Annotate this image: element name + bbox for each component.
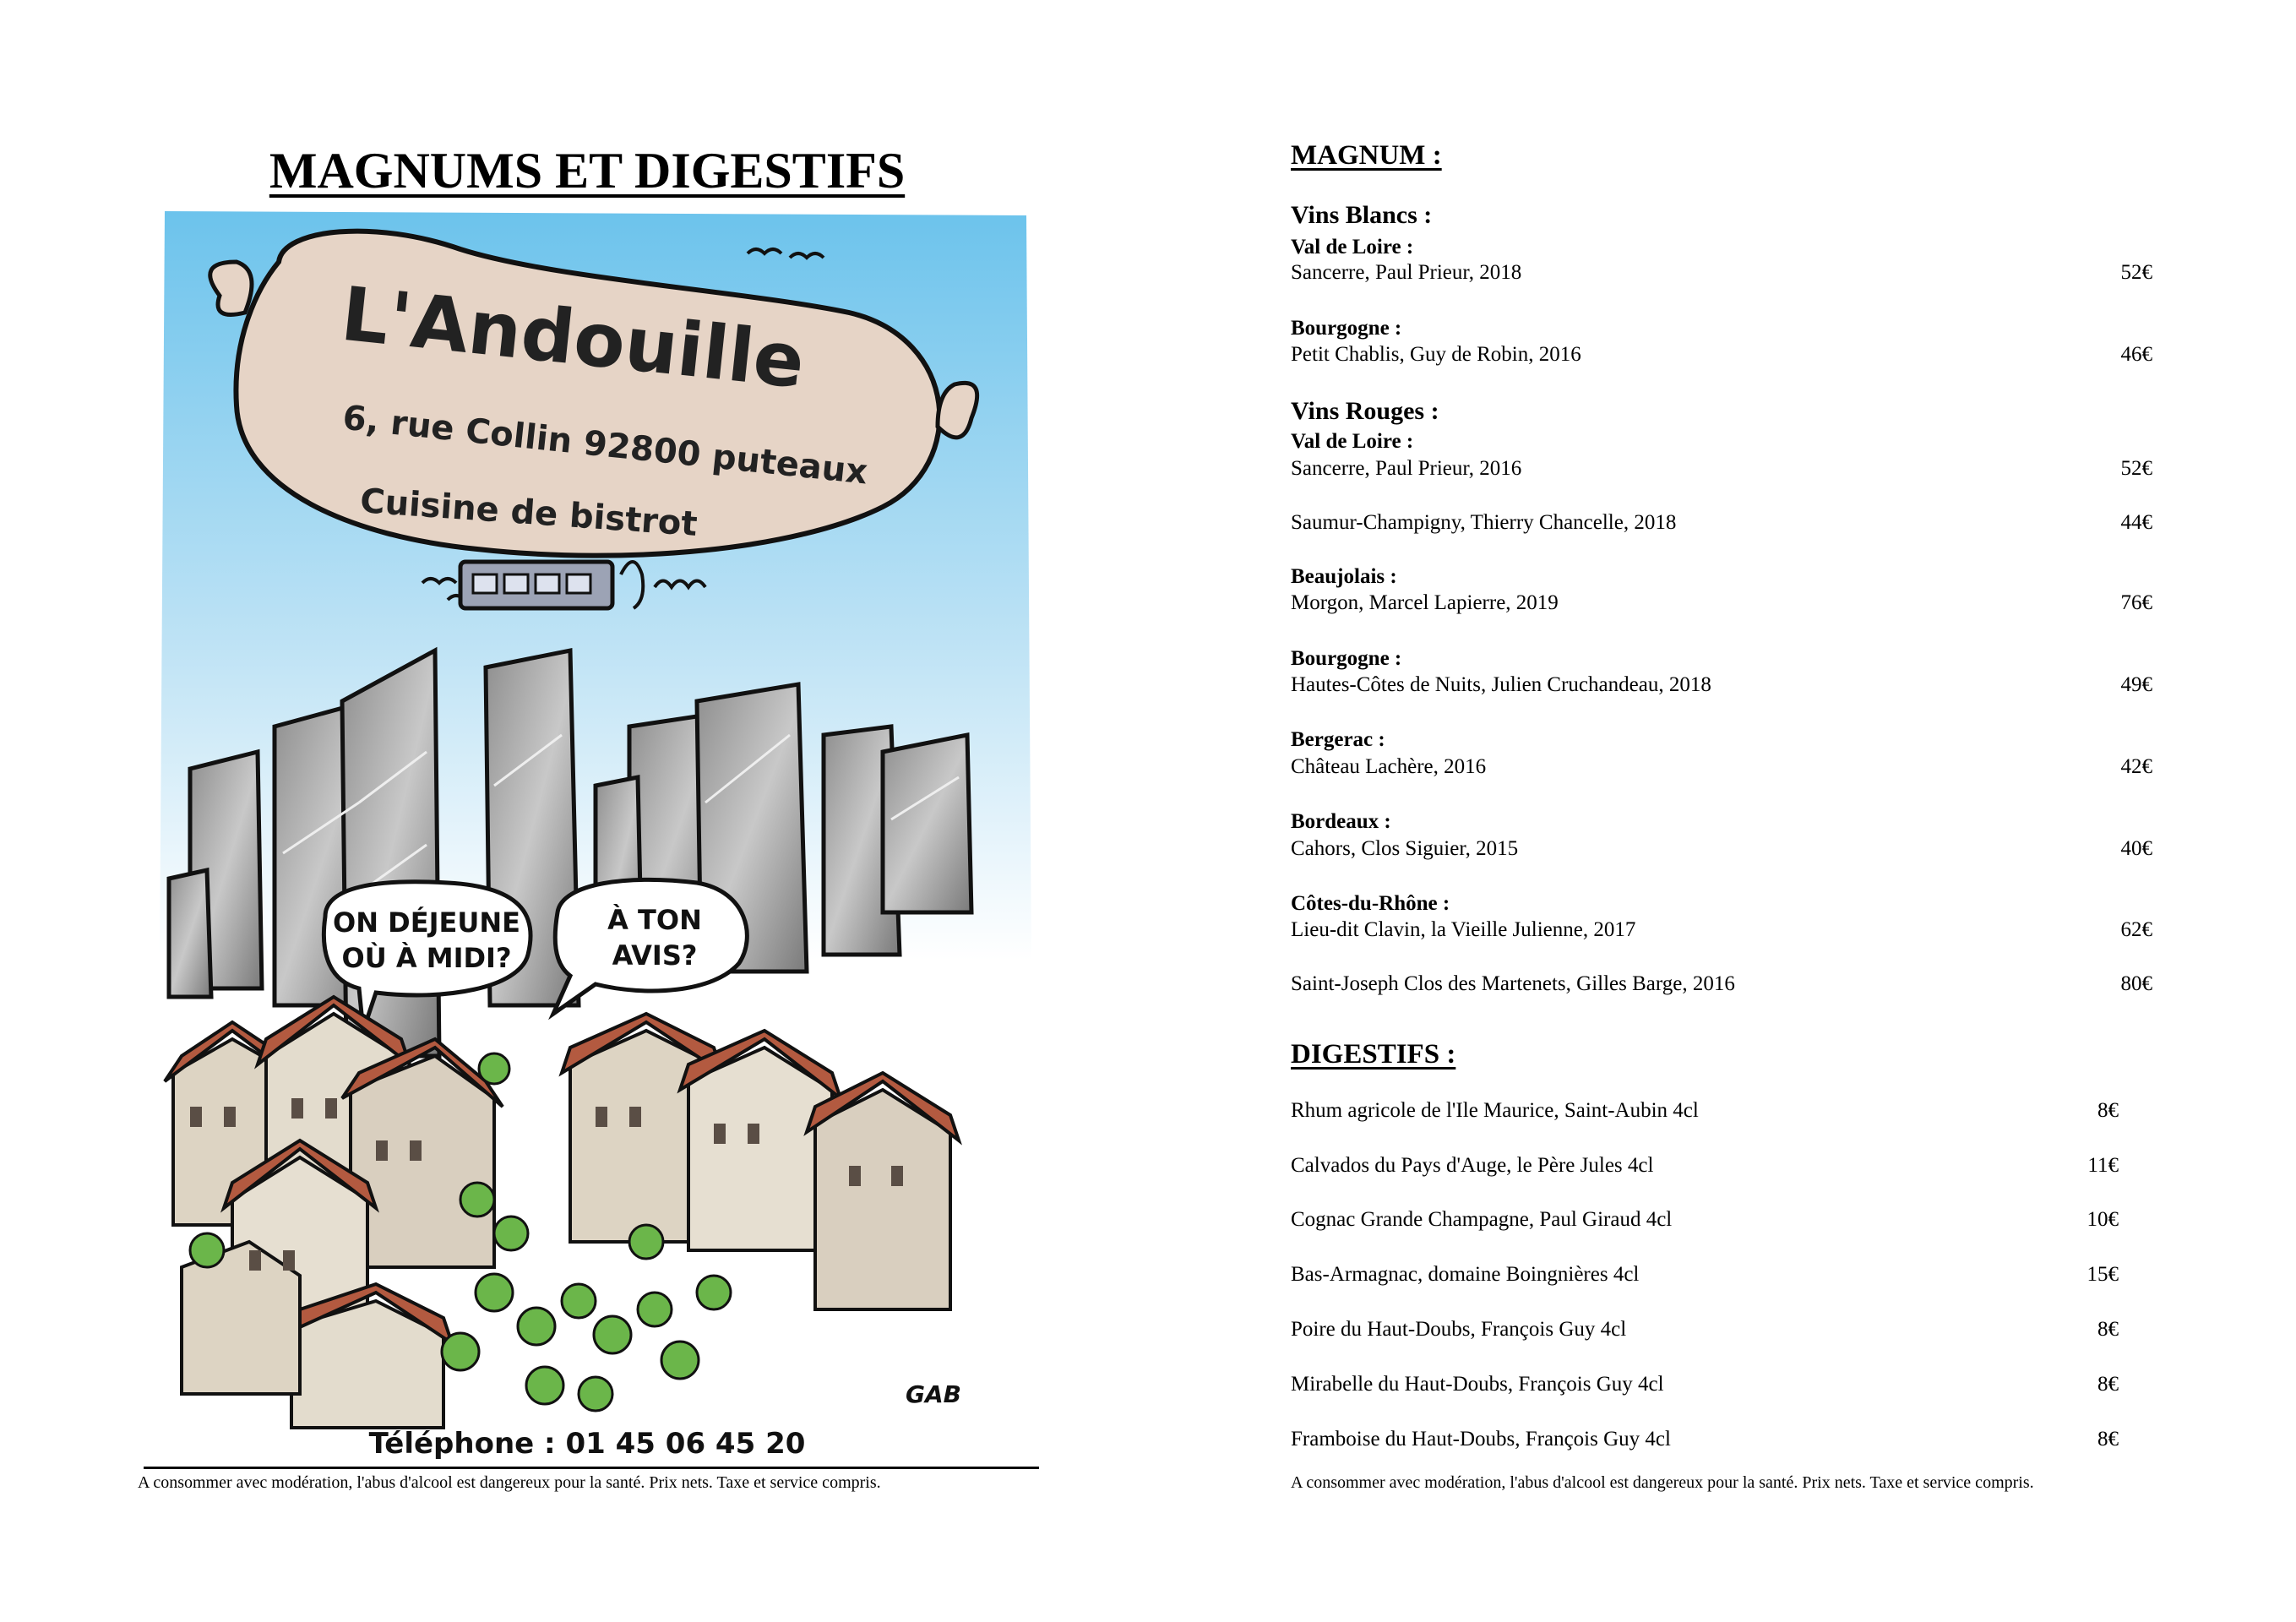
right-page	[1291, 0, 2228, 1622]
region-label: Bergerac :	[1291, 728, 1385, 751]
artist-signature: GAB	[906, 1380, 961, 1408]
region-label: Beaujolais :	[1291, 565, 1397, 588]
wine-price: 46€	[2120, 343, 2152, 366]
digestif-name: Mirabelle du Haut-Doubs, François Guy 4cl	[1291, 1373, 1664, 1396]
digestif-name: Cognac Grande Champagne, Paul Giraud 4cl	[1291, 1208, 1673, 1231]
wine-name: Saint-Joseph Clos des Martenets, Gilles Barge, 2016	[1291, 972, 1735, 995]
left-disclaimer: A consommer avec modération, l'abus d'alcool est dangereux pour la santé. Prix nets. Taxe et service compris.	[138, 1473, 881, 1492]
bubble-left-line1: ON DÉJEUNE	[333, 906, 520, 939]
digestif-price: 8€	[2097, 1428, 2119, 1451]
wine-name: Petit Chablis, Guy de Robin, 2016	[1291, 343, 1581, 366]
disclaimer-divider	[144, 1467, 1039, 1469]
wine-name: Château Lachère, 2016	[1291, 755, 1487, 778]
wine-name: Lieu-dit Clavin, la Vieille Julienne, 2017	[1291, 918, 1636, 941]
vins-rouges-heading: Vins Rouges :	[1291, 397, 1439, 425]
bubble-right-line1: À TON	[607, 904, 702, 936]
bubble-right-line2: AVIS?	[612, 939, 698, 972]
wine-name: Saumur-Champigny, Thierry Chancelle, 2018	[1291, 511, 1677, 534]
wine-price: 44€	[2120, 511, 2152, 534]
wine-name: Sancerre, Paul Prieur, 2018	[1291, 261, 1522, 284]
region-label: Val de Loire :	[1291, 236, 1414, 259]
wine-price: 80€	[2120, 972, 2152, 995]
digestif-price: 15€	[2087, 1263, 2119, 1286]
region-label: Bourgogne :	[1291, 317, 1402, 340]
left-page	[135, 0, 1039, 1622]
wine-price: 52€	[2120, 457, 2152, 480]
wine-price: 40€	[2120, 837, 2152, 860]
wine-price: 49€	[2120, 673, 2152, 696]
digestif-name: Rhum agricole de l'Ile Maurice, Saint-Aubin 4cl	[1291, 1099, 1699, 1122]
restaurant-name: L'Andouille	[337, 269, 809, 406]
restaurant-poster-illustration	[156, 211, 1035, 1460]
region-label: Côtes-du-Rhône :	[1291, 892, 1450, 915]
magnum-heading: MAGNUM :	[1291, 140, 1442, 171]
right-disclaimer: A consommer avec modération, l'abus d'alcool est dangereux pour la santé. Prix nets. Taxe et service compris.	[1291, 1473, 2034, 1492]
wine-price: 76€	[2120, 591, 2152, 614]
restaurant-address: 6, rue Collin 92800 puteaux	[340, 398, 870, 493]
digestif-price: 8€	[2097, 1318, 2119, 1341]
digestif-name: Framboise du Haut-Doubs, François Guy 4cl	[1291, 1428, 1671, 1451]
page-title: MAGNUMS ET DIGESTIFS	[269, 143, 906, 199]
digestif-price: 10€	[2087, 1208, 2119, 1231]
wine-price: 62€	[2120, 918, 2152, 941]
wine-name: Morgon, Marcel Lapierre, 2019	[1291, 591, 1559, 614]
digestif-price: 8€	[2097, 1373, 2119, 1396]
digestif-name: Calvados du Pays d'Auge, le Père Jules 4cl	[1291, 1154, 1654, 1177]
phone-number: Téléphone : 01 45 06 45 20	[368, 1427, 806, 1460]
bubble-left-line2: OÙ À MIDI?	[341, 942, 512, 974]
region-label: Val de Loire :	[1291, 430, 1414, 453]
digestifs-heading: DIGESTIFS :	[1291, 1039, 1456, 1070]
digestif-price: 11€	[2087, 1154, 2119, 1177]
vins-blancs-heading: Vins Blancs :	[1291, 201, 1433, 229]
wine-price: 52€	[2120, 261, 2152, 284]
restaurant-tagline: Cuisine de bistrot	[358, 482, 699, 544]
wine-name: Sancerre, Paul Prieur, 2016	[1291, 457, 1522, 480]
digestif-name: Poire du Haut-Doubs, François Guy 4cl	[1291, 1318, 1627, 1341]
region-label: Bordeaux :	[1291, 810, 1391, 833]
digestif-name: Bas-Armagnac, domaine Boingnières 4cl	[1291, 1263, 1640, 1286]
wine-name: Hautes-Côtes de Nuits, Julien Cruchandeau, 2018	[1291, 673, 1711, 696]
wine-price: 42€	[2120, 755, 2152, 778]
digestif-price: 8€	[2097, 1099, 2119, 1122]
region-label: Bourgogne :	[1291, 647, 1402, 670]
wine-name: Cahors, Clos Siguier, 2015	[1291, 837, 1519, 860]
